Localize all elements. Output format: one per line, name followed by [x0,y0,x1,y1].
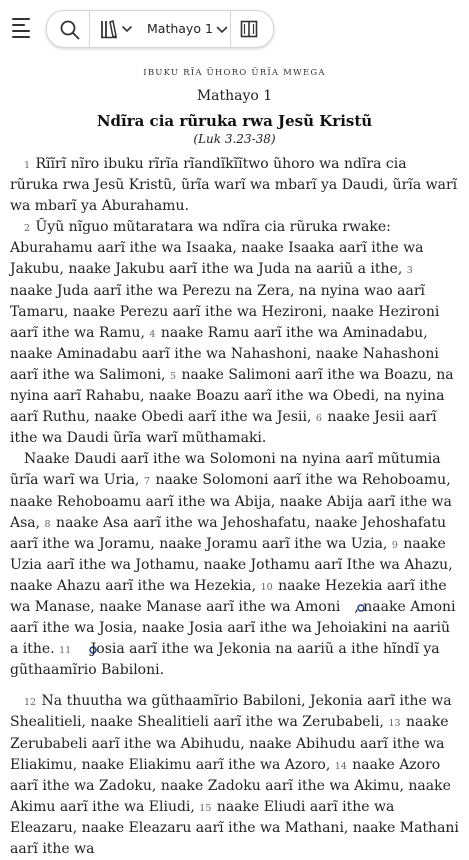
footnote-icon[interactable] [74,641,84,651]
reference-label: Mathayo 1 [147,21,213,36]
verse-text[interactable]: naake Juda aarĩ ithe wa Perezu na Zera, na nyina wao aarĩ Tamaru, naake Perezu aarĩ ithe wa Hezironi, naake Hezironi aarĩ ithe wa Ramu, [10,282,440,341]
verse-text[interactable]: naake Azoro aarĩ ithe wa Zadoku, naake Zadoku aarĩ ithe wa Akimu, naake Akimu aarĩ ithe wa Eliudi, [10,756,451,815]
verse-text[interactable]: naake Solomoni aarĩ ithe wa Rehoboamu, naake Rehoboamu aarĩ ithe wa Abija, naake Abija aarĩ ithe wa Asa, [10,472,452,531]
verse-number[interactable]: 5 [169,370,176,382]
reader-content [0,58,469,860]
chevron-down-icon [216,12,228,48]
verse-number[interactable]: 15 [199,802,212,814]
verse-text[interactable]: naake Hezekia aarĩ ithe wa Manase, naake Manase aarĩ ithe wa Amoni [10,577,447,615]
top-toolbar [0,0,469,58]
paragraph [10,217,459,449]
verse-text[interactable]: naake Uzia aarĩ ithe wa Jothamu, naake Jothamu aarĩ Ithe wa Ahazu, naake Ahazu aarĩ ithe wa Hezekia, [10,535,453,594]
verse-text[interactable]: naake Jesii aarĩ ithe wa Daudi ũrĩa warĩ mũthamaki. [10,409,437,447]
paragraph [10,691,459,860]
verse-number[interactable]: 11 [59,645,72,657]
verse-number[interactable]: 12 [24,697,37,709]
verse-number[interactable]: 3 [406,265,413,277]
verse-text[interactable]: Naake Daudi aarĩ ithe wa Solomoni na nyina aarĩ mũtumia ũrĩa warĩ wa Uria, [10,451,441,489]
verse-number[interactable]: 6 [315,413,322,425]
verse-number[interactable]: 9 [391,539,398,551]
navigation-pill [46,10,274,48]
paragraph [10,154,459,217]
menu-icon[interactable] [12,16,34,40]
chapter-title: Mathayo 1 [196,88,273,104]
verse-number[interactable]: 7 [143,476,150,488]
verse-number[interactable]: 4 [149,328,156,340]
section-heading: Ndĩra cia rũruka rwa Jesũ Kristũ [96,112,373,130]
verse-text[interactable]: naake Zerubabeli aarĩ ithe wa Abihudu, naake Abihudu aarĩ ithe wa Eliakimu, naake Eliakimu aarĩ ithe wa Azoro, [10,714,449,773]
verse-text[interactable]: Rĩĩrĩ nĩro ibuku rĩrĩa rĩandĩkĩĩtwo ũhoro wa ndĩra cia rũruka rwa Jesũ Kristũ, ũrĩa warĩ wa mbarĩ ya Daudi, ũrĩa warĩ wa mbarĩ ya Aburahamu. [10,156,458,215]
parallel-view-icon[interactable] [240,20,258,38]
verse-text[interactable]: naake Asa aarĩ ithe wa Jehoshafatu, naake Jehoshafatu aarĩ ithe wa Joramu, naake Joramu aarĩ ithe wa Uzia, [10,514,446,552]
search-icon[interactable] [59,19,81,41]
paragraph [10,449,459,681]
verse-number[interactable]: 8 [44,518,51,530]
toolbar-divider [89,11,90,47]
section-reference[interactable]: (Luk 3.23-38) [193,132,276,146]
verse-text[interactable]: naake Salimoni aarĩ ithe wa Boazu, na nyina aarĩ Rahabu, naake Boazu aarĩ ithe wa Obedi, na nyina aarĩ Ruthu, naake Obedi aarĩ ithe wa Jesii, [10,366,454,426]
reference-selector[interactable] [147,11,228,47]
verse-number[interactable]: 14 [334,760,347,772]
toolbar-divider [230,11,231,47]
verse-number[interactable]: 1 [24,160,31,171]
verse-text[interactable]: naake Ramu aarĩ ithe wa Aminadabu, naake Aminadabu aarĩ ithe wa Nahashoni, naake Nahashoni aarĩ ithe wa Salimoni, [10,324,439,383]
verse-text[interactable]: Ũyũ nĩguo mũtaratara wa ndĩra cia rũruka rwake: Aburahamu aarĩ ithe wa Isaaka, naake Isaaka aarĩ ithe wa Jakubu, naake Jakubu aarĩ ithe wa Juda na aariũ a ithe, [10,219,424,278]
verse-number[interactable]: 13 [388,718,401,730]
verse-text[interactable]: Josia aarĩ ithe wa Jekonia na aariũ a ithe hĩndĩ ya gũthaamĩrio Babiloni. [10,641,440,679]
verse-number[interactable]: 10 [260,581,273,593]
verse-text[interactable]: , naake Amoni aarĩ ithe wa Josia, naake Josia aarĩ ithe wa Jehoiakini na aariũ a ithe. [10,598,456,658]
library-icon[interactable] [99,18,135,40]
verse-text[interactable]: Na thuutha wa gũthaamĩrio Babiloni, Jekonia aarĩ ithe wa Shealitieli, naake Shealitieli aarĩ ithe wa Zerubabeli, [10,693,452,731]
footnote-icon[interactable] [342,599,352,609]
verse-text[interactable]: naake Eliudi aarĩ ithe wa Eleazaru, naake Eleazaru aarĩ ithe wa Mathani, naake Mathani aarĩ ithe wa [10,798,459,857]
verse-number[interactable]: 2 [24,223,31,235]
book-header: IBUKU RĨA ŨHORO ŨRĨA MWEGA [143,68,326,78]
